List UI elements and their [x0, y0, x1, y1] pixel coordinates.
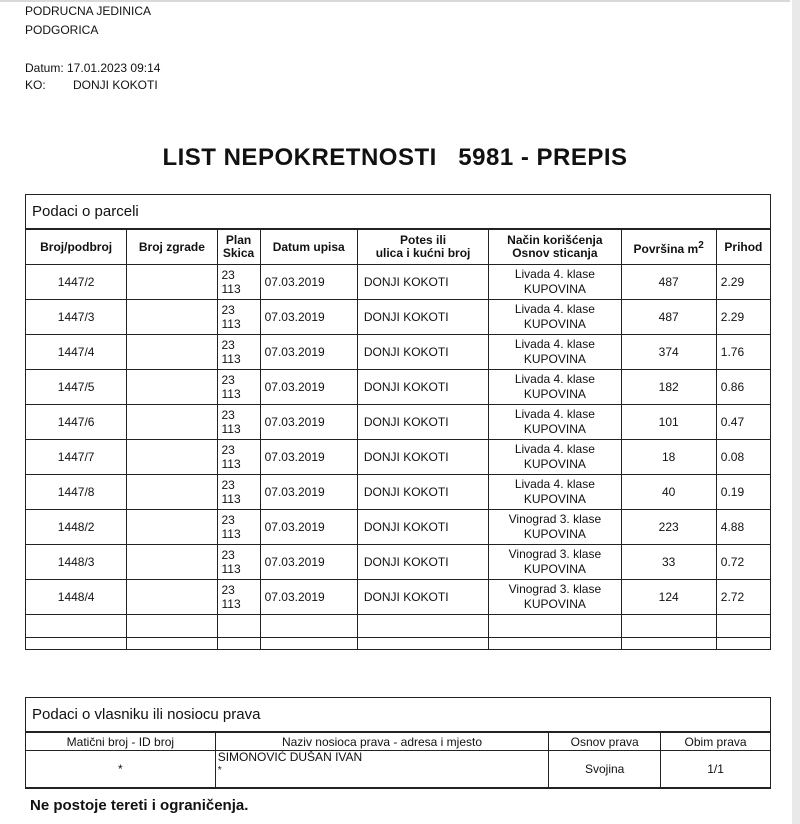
col-povrsina-sup: 2 — [698, 239, 704, 251]
parcel-prihod: 2.72 — [716, 580, 770, 615]
parcel-datum: 07.03.2019 — [260, 475, 357, 510]
parcel-broj: 1447/5 — [26, 370, 127, 405]
parcel-nacin-osnov — [489, 440, 621, 475]
parcel-plan: 23 — [221, 478, 235, 492]
parcel-prihod: 1.76 — [716, 335, 770, 370]
parcel-plan: 23 — [221, 583, 235, 597]
owner-osnov: Svojina — [549, 751, 661, 788]
parcel-plan: 23 — [221, 268, 235, 282]
parcel-datum: 07.03.2019 — [260, 580, 357, 615]
parcel-skica: 113 — [221, 317, 241, 331]
parcel-section-title: Podaci o parceli — [26, 195, 770, 229]
parcel-broj: 1448/4 — [26, 580, 127, 615]
parcel-row — [26, 440, 771, 475]
parcel-prihod: 0.08 — [716, 440, 770, 475]
parcel-broj: 1447/2 — [26, 265, 127, 300]
parcel-nacin-osnov — [489, 370, 621, 405]
parcel-nacin: Livada 4. klase — [514, 372, 595, 386]
parcel-plan: 23 — [221, 373, 235, 387]
parcel-nacin-osnov — [489, 405, 621, 440]
parcel-rows — [26, 265, 771, 650]
parcel-zgrada — [127, 440, 217, 475]
parcel-plan-skica — [217, 440, 260, 475]
parcel-plan-skica — [217, 300, 260, 335]
owner-header-row — [26, 733, 771, 751]
col-broj: Broj/podbroj — [26, 230, 127, 265]
parcel-row — [26, 335, 771, 370]
ko-value: DONJI KOKOTI — [73, 78, 158, 92]
parcel-row — [26, 580, 771, 615]
parcel-datum: 07.03.2019 — [260, 405, 357, 440]
parcel-osnov: KUPOVINA — [523, 282, 586, 296]
parcel-zgrada — [127, 580, 217, 615]
parcel-broj: 1448/2 — [26, 510, 127, 545]
window-right-edge — [792, 0, 800, 824]
col-plan-line2: Skica — [222, 246, 255, 260]
parcel-skica: 113 — [221, 597, 241, 611]
parcel-datum: 07.03.2019 — [260, 510, 357, 545]
parcel-plan: 23 — [221, 408, 235, 422]
col-povrsina — [621, 230, 716, 265]
parcel-osnov: KUPOVINA — [523, 317, 586, 331]
parcel-potes: DONJI KOKOTI — [357, 405, 488, 440]
parcel-skica: 113 — [221, 352, 241, 366]
parcel-potes: DONJI KOKOTI — [357, 300, 488, 335]
parcel-datum: 07.03.2019 — [260, 335, 357, 370]
parcel-skica: 113 — [221, 562, 241, 576]
parcel-zgrada — [127, 405, 217, 440]
parcel-povrsina: 223 — [621, 510, 716, 545]
parcel-zgrada — [127, 475, 217, 510]
owner-obim: 1/1 — [661, 751, 771, 788]
parcel-povrsina: 40 — [621, 475, 716, 510]
parcel-potes: DONJI KOKOTI — [357, 510, 488, 545]
parcel-potes: DONJI KOKOTI — [357, 440, 488, 475]
parcel-nacin-osnov — [489, 475, 621, 510]
col-obim: Obim prava — [661, 733, 771, 751]
top-border — [0, 0, 790, 2]
col-povrsina-label: Površina m — [633, 241, 699, 256]
parcel-row — [26, 300, 771, 335]
parcel-potes: DONJI KOKOTI — [357, 265, 488, 300]
empty-cell — [489, 615, 621, 650]
parcel-plan: 23 — [221, 338, 235, 352]
parcel-row — [26, 510, 771, 545]
empty-cell — [357, 615, 488, 650]
parcel-broj: 1447/3 — [26, 300, 127, 335]
empty-cell — [26, 615, 127, 650]
parcel-plan: 23 — [221, 513, 235, 527]
document-title: LIST NEPOKRETNOSTI 5981 - PREPIS — [162, 144, 628, 171]
parcel-prihod: 0.86 — [716, 370, 770, 405]
parcel-row — [26, 545, 771, 580]
parcel-osnov: KUPOVINA — [523, 492, 586, 506]
parcel-plan-skica — [217, 370, 260, 405]
parcel-osnov: KUPOVINA — [523, 422, 586, 436]
parcel-povrsina: 374 — [621, 335, 716, 370]
col-plan — [217, 230, 260, 265]
owner-row — [26, 751, 771, 788]
parcel-potes: DONJI KOKOTI — [357, 545, 488, 580]
parcel-plan-skica — [217, 510, 260, 545]
owner-section-title: Podaci o vlasniku ili nosiocu prava — [26, 698, 770, 732]
empty-cell — [716, 615, 770, 650]
parcel-povrsina: 487 — [621, 265, 716, 300]
parcel-zgrada — [127, 510, 217, 545]
parcel-datum: 07.03.2019 — [260, 300, 357, 335]
parcel-section — [25, 194, 771, 638]
parcel-prihod: 0.72 — [716, 545, 770, 580]
parcel-broj: 1447/4 — [26, 335, 127, 370]
parcel-nacin-osnov — [489, 545, 621, 580]
parcel-skica: 113 — [221, 527, 241, 541]
parcel-potes: DONJI KOKOTI — [357, 370, 488, 405]
parcel-prihod: 4.88 — [716, 510, 770, 545]
col-potes-line1: Potes ili — [400, 233, 447, 247]
parcel-nacin-osnov — [489, 300, 621, 335]
city: PODGORICA — [25, 23, 99, 37]
parcel-osnov: KUPOVINA — [523, 527, 586, 541]
parcel-povrsina: 487 — [621, 300, 716, 335]
parcel-header-row — [26, 230, 771, 265]
parcel-skica: 113 — [221, 457, 241, 471]
parcel-prihod: 0.19 — [716, 475, 770, 510]
parcel-zgrada — [127, 335, 217, 370]
parcel-potes: DONJI KOKOTI — [357, 580, 488, 615]
parcel-osnov: KUPOVINA — [523, 387, 586, 401]
parcel-plan-skica — [217, 405, 260, 440]
ko-line — [25, 78, 158, 93]
parcel-zgrada — [127, 265, 217, 300]
parcel-plan-skica — [217, 475, 260, 510]
owner-section — [25, 697, 771, 789]
parcel-row — [26, 370, 771, 405]
parcel-nacin-osnov — [489, 580, 621, 615]
parcel-plan: 23 — [221, 548, 235, 562]
col-potes — [357, 230, 488, 265]
parcel-nacin: Livada 4. klase — [514, 337, 595, 351]
parcel-datum: 07.03.2019 — [260, 265, 357, 300]
parcel-row — [26, 265, 771, 300]
parcel-datum: 07.03.2019 — [260, 545, 357, 580]
col-datum: Datum upisa — [260, 230, 357, 265]
empty-cell — [621, 615, 716, 650]
parcel-plan: 23 — [221, 443, 235, 457]
owner-name-cell — [215, 751, 549, 788]
parcel-osnov: KUPOVINA — [523, 457, 586, 471]
parcel-skica: 113 — [221, 387, 241, 401]
parcel-povrsina: 18 — [621, 440, 716, 475]
parcel-plan-skica — [217, 545, 260, 580]
col-nacin-line1: Način korišćenja — [507, 233, 603, 247]
col-zgrada: Broj zgrade — [127, 230, 217, 265]
parcel-empty-row — [26, 615, 771, 650]
parcel-plan-skica — [217, 580, 260, 615]
col-osnov: Osnov prava — [549, 733, 661, 751]
parcel-nacin: Vinograd 3. klase — [508, 512, 602, 526]
parcel-table — [25, 229, 771, 650]
col-prihod: Prihod — [716, 230, 770, 265]
parcel-plan: 23 — [221, 303, 235, 317]
parcel-nacin: Vinograd 3. klase — [508, 582, 602, 596]
parcel-povrsina: 182 — [621, 370, 716, 405]
parcel-row — [26, 405, 771, 440]
parcel-zgrada — [127, 370, 217, 405]
parcel-nacin-osnov — [489, 510, 621, 545]
parcel-potes: DONJI KOKOTI — [357, 335, 488, 370]
org-unit: PODRUCNA JEDINICA — [25, 4, 152, 18]
col-nacin-line2: Osnov sticanja — [512, 246, 598, 260]
parcel-nacin: Vinograd 3. klase — [508, 547, 602, 561]
parcel-povrsina: 33 — [621, 545, 716, 580]
parcel-plan-skica — [217, 335, 260, 370]
parcel-potes: DONJI KOKOTI — [357, 475, 488, 510]
parcel-povrsina: 101 — [621, 405, 716, 440]
parcel-osnov: KUPOVINA — [523, 597, 586, 611]
parcel-zgrada — [127, 300, 217, 335]
parcel-osnov: KUPOVINA — [523, 352, 586, 366]
parcel-povrsina: 124 — [621, 580, 716, 615]
parcel-datum: 07.03.2019 — [260, 370, 357, 405]
parcel-nacin-osnov — [489, 265, 621, 300]
issue-date: Datum: 17.01.2023 09:14 — [25, 61, 161, 75]
parcel-skica: 113 — [221, 422, 241, 436]
parcel-broj: 1447/7 — [26, 440, 127, 475]
parcel-nacin: Livada 4. klase — [514, 302, 595, 316]
col-plan-line1: Plan — [225, 233, 252, 247]
empty-cell — [127, 615, 217, 650]
empty-cell — [217, 615, 260, 650]
encumbrance-note: Ne postoje tereti i ograničenja. — [30, 797, 249, 814]
parcel-prihod: 2.29 — [716, 265, 770, 300]
parcel-plan-skica — [217, 265, 260, 300]
parcel-broj: 1447/6 — [26, 405, 127, 440]
parcel-nacin-osnov — [489, 335, 621, 370]
parcel-broj: 1447/8 — [26, 475, 127, 510]
empty-cell — [260, 615, 357, 650]
parcel-prihod: 0.47 — [716, 405, 770, 440]
parcel-zgrada — [127, 545, 217, 580]
parcel-nacin: Livada 4. klase — [514, 477, 595, 491]
owner-name: SIMONOVIĆ DUŠAN IVAN — [217, 750, 363, 764]
owner-id: * — [26, 751, 216, 788]
col-nacin — [489, 230, 621, 265]
ko-label: KO: — [25, 78, 46, 92]
col-id: Matični broj - ID broj — [26, 733, 216, 751]
parcel-prihod: 2.29 — [716, 300, 770, 335]
parcel-nacin: Livada 4. klase — [514, 267, 595, 281]
parcel-skica: 113 — [221, 492, 241, 506]
owner-table — [25, 732, 771, 788]
col-potes-line2: ulica i kućni broj — [375, 246, 471, 260]
parcel-osnov: KUPOVINA — [523, 562, 586, 576]
parcel-row — [26, 475, 771, 510]
parcel-broj: 1448/3 — [26, 545, 127, 580]
parcel-nacin: Livada 4. klase — [514, 442, 595, 456]
owner-address: * — [217, 765, 222, 776]
parcel-nacin: Livada 4. klase — [514, 407, 595, 421]
parcel-skica: 113 — [221, 282, 241, 296]
col-naziv: Naziv nosioca prava - adresa i mjesto — [215, 733, 549, 751]
parcel-datum: 07.03.2019 — [260, 440, 357, 475]
